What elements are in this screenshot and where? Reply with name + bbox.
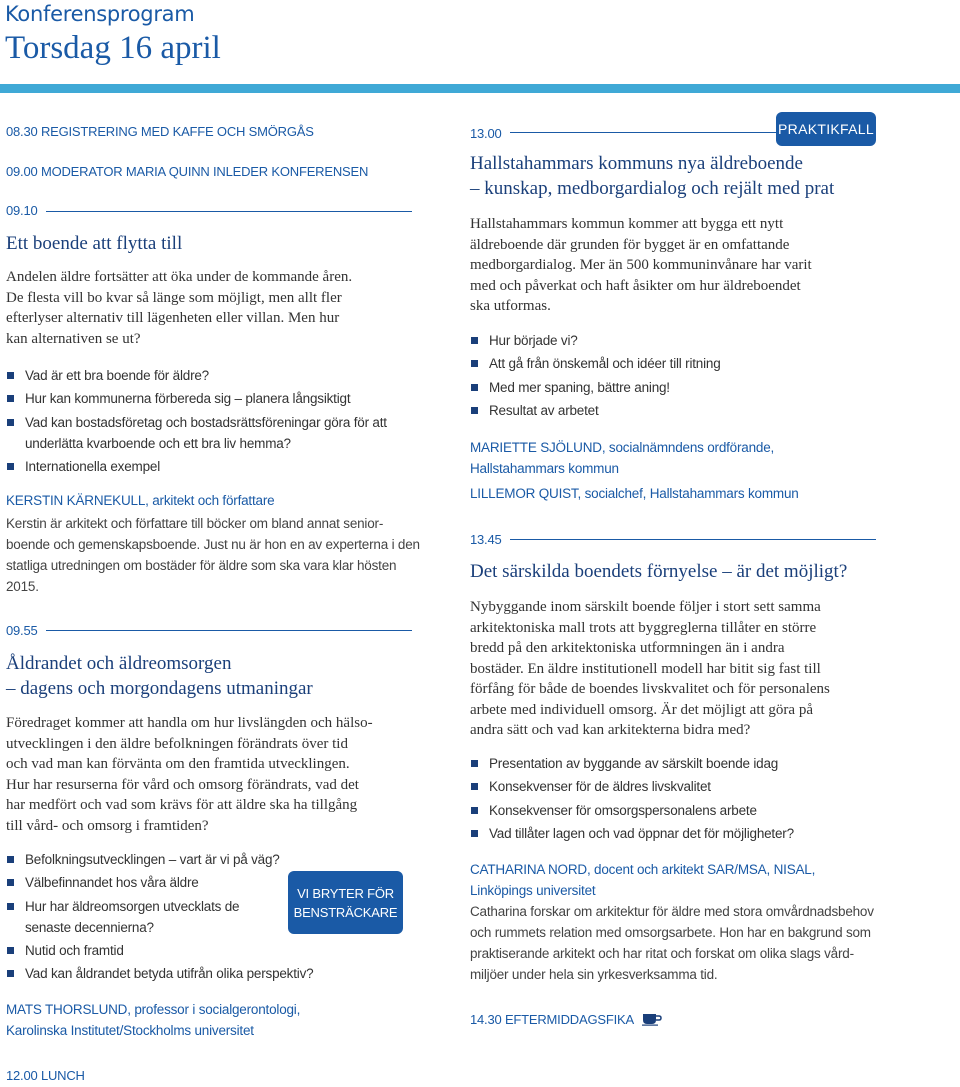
- list-item: Med mer spaning, bättre aning!: [470, 377, 910, 398]
- square-bullet-icon: [7, 372, 14, 379]
- session-description: Andelen äldre fortsätter att öka under de kommande åren. De flesta vill bo kvar så länge som möjligt, men allt fler efterlyser alternativ till lägenheten eller villan. Men hur kan alternativen se ut?: [6, 269, 353, 347]
- time-rule: [510, 539, 876, 540]
- time-rule: [510, 132, 780, 133]
- square-bullet-icon: [7, 879, 14, 886]
- case-study-badge: PRAKTIKFALL: [776, 112, 876, 146]
- registration-item: 08.30 REGISTRERING MED KAFFE OCH SMÖRGÅS: [6, 124, 314, 139]
- speaker-name: CATHARINA NORD, docent och arkitekt SAR/MSA, NISAL,: [470, 862, 816, 877]
- speaker-affiliation: Linköpings universitet: [470, 883, 596, 898]
- session-bullet-list: [6, 849, 336, 986]
- list-item: Befolkningsutvecklingen – vart är vi på väg?: [6, 849, 336, 870]
- square-bullet-icon: [7, 395, 14, 402]
- time-rule: [46, 630, 412, 631]
- list-item: Hur kan kommunerna förbereda sig – planera långsiktigt: [6, 388, 426, 409]
- list-item: Vad kan bostadsföretag och bostadsrättsföreningar göra för att underlätta kvarboende och ett bra liv hemma?: [6, 412, 426, 454]
- session-title: Åldrandet och äldreomsorgen: [6, 653, 232, 674]
- speaker-name: LILLEMOR QUIST, socialchef, Hallstahammars kommun: [470, 486, 799, 501]
- speaker-bio: Kerstin är arkitekt och författare till böcker om bland annat senior- boende och gemenskapsboende. Just nu är hon en av experterna i den statliga utredningen om bostäder för äldre som ska vara klar hösten 2015.: [6, 516, 420, 594]
- session-subtitle: – dagens och morgondagens utmaningar: [6, 678, 313, 699]
- session-description: Hallstahammars kommun kommer att bygga ett nytt äldreboende där grunden för bygget är en omfattande medborgardialog. Mer än 500 kommuninvånare har varit med och påverkat och haft åsikter om hur äldreboendet ska utformas.: [470, 216, 812, 314]
- speaker-name: KERSTIN KÄRNEKULL, arkitekt och författare: [6, 493, 275, 508]
- square-bullet-icon: [471, 407, 478, 414]
- square-bullet-icon: [471, 337, 478, 344]
- speaker-affiliation: Karolinska Institutet/Stockholms universitet: [6, 1023, 254, 1038]
- session-bullet-list: [470, 753, 910, 846]
- list-item: Vad kan åldrandet betyda utifrån olika perspektiv?: [6, 963, 336, 984]
- list-item: Hur började vi?: [470, 330, 910, 351]
- list-item: Konsekvenser för omsorgspersonalens arbete: [470, 800, 910, 821]
- moderator-item: 09.00 MODERATOR MARIA QUINN INLEDER KONFERENSEN: [6, 164, 369, 179]
- session-title: Det särskilda boendets förnyelse – är det möjligt?: [470, 561, 848, 582]
- list-item: Hur har äldreomsorgen utvecklats de senaste decennierna?: [6, 896, 336, 938]
- list-item: Internationella exempel: [6, 456, 426, 477]
- list-item: Vad tillåter lagen och vad öppnar det för möjligheter?: [470, 823, 910, 844]
- square-bullet-icon: [7, 970, 14, 977]
- square-bullet-icon: [7, 947, 14, 954]
- list-item: Resultat av arbetet: [470, 400, 910, 421]
- session-subtitle: – kunskap, medborgardialog och rejält med prat: [470, 178, 835, 199]
- list-item: Nutid och framtid: [6, 940, 336, 961]
- square-bullet-icon: [7, 419, 14, 426]
- square-bullet-icon: [7, 903, 14, 910]
- session-bullet-list: [470, 330, 910, 423]
- session-bullet-list: [6, 365, 426, 479]
- list-item: Vad är ett bra boende för äldre?: [6, 365, 426, 386]
- session-time: 13.45: [470, 532, 502, 547]
- list-item: Att gå från önskemål och idéer till ritning: [470, 353, 910, 374]
- square-bullet-icon: [471, 760, 478, 767]
- session-time: 09.10: [6, 203, 38, 218]
- square-bullet-icon: [471, 384, 478, 391]
- speaker-affiliation: Hallstahammars kommun: [470, 461, 619, 476]
- speaker-bio: Catharina forskar om arkitektur för äldre med stora omvårdnadsbehov och rummets relation med omsorgsarbete. Hon har en bakgrund som praktiserande arkitekt och har ritat och forskat om olika slags vård- miljöer under hela sin yrkesverksamma tid.: [470, 904, 874, 982]
- square-bullet-icon: [471, 830, 478, 837]
- session-title: Ett boende att flytta till: [6, 233, 183, 254]
- list-item: Konsekvenser för de äldres livskvalitet: [470, 776, 910, 797]
- square-bullet-icon: [7, 856, 14, 863]
- afternoon-coffee-item: 14.30 EFTERMIDDAGSFIKA: [470, 1012, 664, 1029]
- square-bullet-icon: [471, 807, 478, 814]
- session-time: 09.55: [6, 623, 38, 638]
- list-item: Presentation av byggande av särskilt boende idag: [470, 753, 910, 774]
- session-title: Hallstahammars kommuns nya äldreboende: [470, 153, 803, 174]
- program-supertitle: Konferensprogram: [5, 2, 195, 26]
- stretch-break-button[interactable]: VI BRYTER FÖR BENSTRÄCKARE: [288, 871, 403, 934]
- session-description: Nybyggande inom särskilt boende följer i stort sett samma arkitektoniska mall trots att byggreglerna tillåter en större bredd på den arkitektoniska utformningen än i andra bostäder. En äldre institutionell modell har bitit sig fast till förfång för både de boendes livskvalitet och för personalens arbete med individuell omsorg. Är det möjligt att göra på andra sätt och vad kan arkitekterna bidra med?: [470, 599, 830, 738]
- speaker-name: MATS THORSLUND, professor i socialgerontologi,: [6, 1002, 301, 1017]
- session-time: 13.00: [470, 126, 502, 141]
- list-item: Välbefinnandet hos våra äldre: [6, 872, 336, 893]
- square-bullet-icon: [471, 783, 478, 790]
- header-divider-bar: [0, 84, 960, 93]
- time-rule: [46, 211, 412, 212]
- coffee-cup-icon: [642, 1012, 664, 1029]
- lunch-item: 12.00 LUNCH: [6, 1068, 85, 1083]
- speaker-name: MARIETTE SJÖLUND, socialnämndens ordförande,: [470, 440, 775, 455]
- square-bullet-icon: [7, 463, 14, 470]
- square-bullet-icon: [471, 360, 478, 367]
- page-title: Torsdag 16 april: [5, 30, 221, 66]
- session-description: Föredraget kommer att handla om hur livslängden och hälso- utvecklingen i den äldre befolkningen förändrats över tid och vad man kan förvänta om den framtida utvecklingen. Hur har resurserna för vård och omsorg förändrats, vad det har medfört och vad som krävs för att äldre ska ha tillgång till vård- och omsorg i framtiden?: [6, 715, 373, 834]
